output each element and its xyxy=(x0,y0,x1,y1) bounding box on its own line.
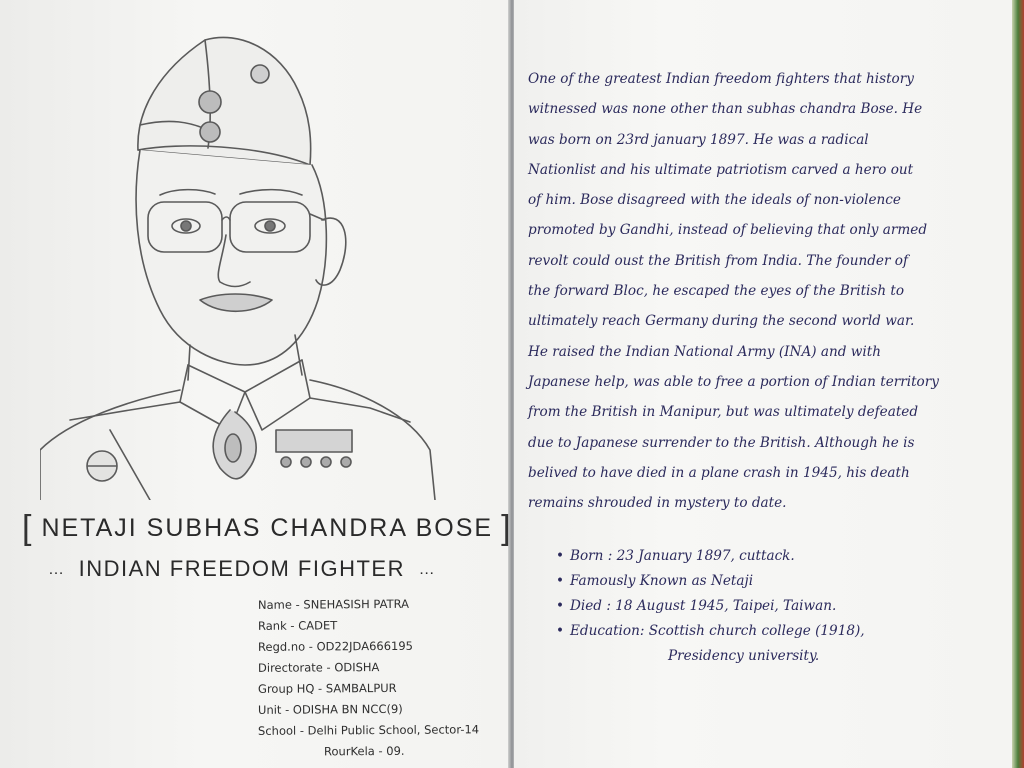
essay-line: witnessed was none other than subhas chandra Bose. He xyxy=(528,101,923,118)
subtitle-text: INDIAN FREEDOM FIGHTER xyxy=(78,556,405,581)
portrait-subtitle: … INDIAN FREEDOM FIGHTER … xyxy=(48,556,436,581)
portrait-title: [ NETAJI SUBHAS CHANDRA BOSE ] xyxy=(22,508,513,547)
detail-name: Name - SNEHASISH PATRA xyxy=(257,596,410,612)
fact-item xyxy=(556,569,996,594)
fact-died: Died : 18 August 1945, Taipei, Taiwan. xyxy=(570,598,837,614)
fact-item xyxy=(556,544,996,569)
fact-education: Education: Scottish church college (1918), xyxy=(570,623,865,639)
essay-line: remains shrouded in mystery to date. xyxy=(528,495,787,512)
fact-known-as: Famously Known as Netaji xyxy=(570,573,754,589)
detail-rank: Rank - CADET xyxy=(257,618,338,633)
fact-education-continued: Presidency university. xyxy=(668,648,820,664)
bullet-icon: • xyxy=(556,573,565,589)
essay-line: belived to have died in a plane crash in 1945, his death xyxy=(528,464,910,481)
essay-line: promoted by Gandhi, instead of believing that only armed xyxy=(528,222,928,239)
detail-directorate: Directorate - ODISHA xyxy=(257,660,380,675)
essay-line: was born on 23rd january 1897. He was a radical xyxy=(528,131,869,148)
fact-born: Born : 23 January 1897, cuttack. xyxy=(570,548,795,564)
bullet-icon: • xyxy=(556,598,565,614)
detail-school-city: RourKela - 09. xyxy=(323,743,405,759)
essay-line: the forward Bloc, he escaped the eyes of the British to xyxy=(528,283,905,300)
bullet-icon: • xyxy=(556,548,565,564)
portrait-sketch xyxy=(40,30,440,500)
essay-line: due to Japanese surrender to the British. Although he is xyxy=(528,434,915,451)
detail-group-hq: Group HQ - SAMBALPUR xyxy=(257,680,397,696)
essay-line: He raised the Indian National Army (INA) and with xyxy=(528,343,881,360)
essay-line: One of the greatest Indian freedom fighters that history xyxy=(528,71,914,87)
essay-line: ultimately reach Germany during the second world war. xyxy=(528,313,915,330)
bullet-icon: • xyxy=(556,623,565,639)
detail-school: School - Delhi Public School, Sector-14 xyxy=(257,722,480,738)
detail-regd-no: Regd.no - OD22JDA666195 xyxy=(257,638,413,654)
detail-unit: Unit - ODISHA BN NCC(9) xyxy=(257,701,403,717)
essay-line: Nationlist and his ultimate patriotism carved a hero out xyxy=(528,161,914,178)
essay-text xyxy=(528,64,1008,518)
essay-line: revolt could oust the British from India. The founder of xyxy=(528,252,908,269)
fact-item xyxy=(556,594,996,619)
background-edge xyxy=(1012,0,1024,768)
title-text: NETAJI SUBHAS CHANDRA BOSE xyxy=(41,513,494,542)
cadet-details xyxy=(258,594,508,762)
fact-item xyxy=(556,619,996,644)
facts-list xyxy=(556,544,996,669)
essay-line: Japanese help, was able to free a portion of Indian territory xyxy=(528,373,939,390)
essay-line: of him. Bose disagreed with the ideals of non-violence xyxy=(528,192,901,209)
essay-line: from the British in Manipur, but was ultimately defeated xyxy=(528,404,919,421)
